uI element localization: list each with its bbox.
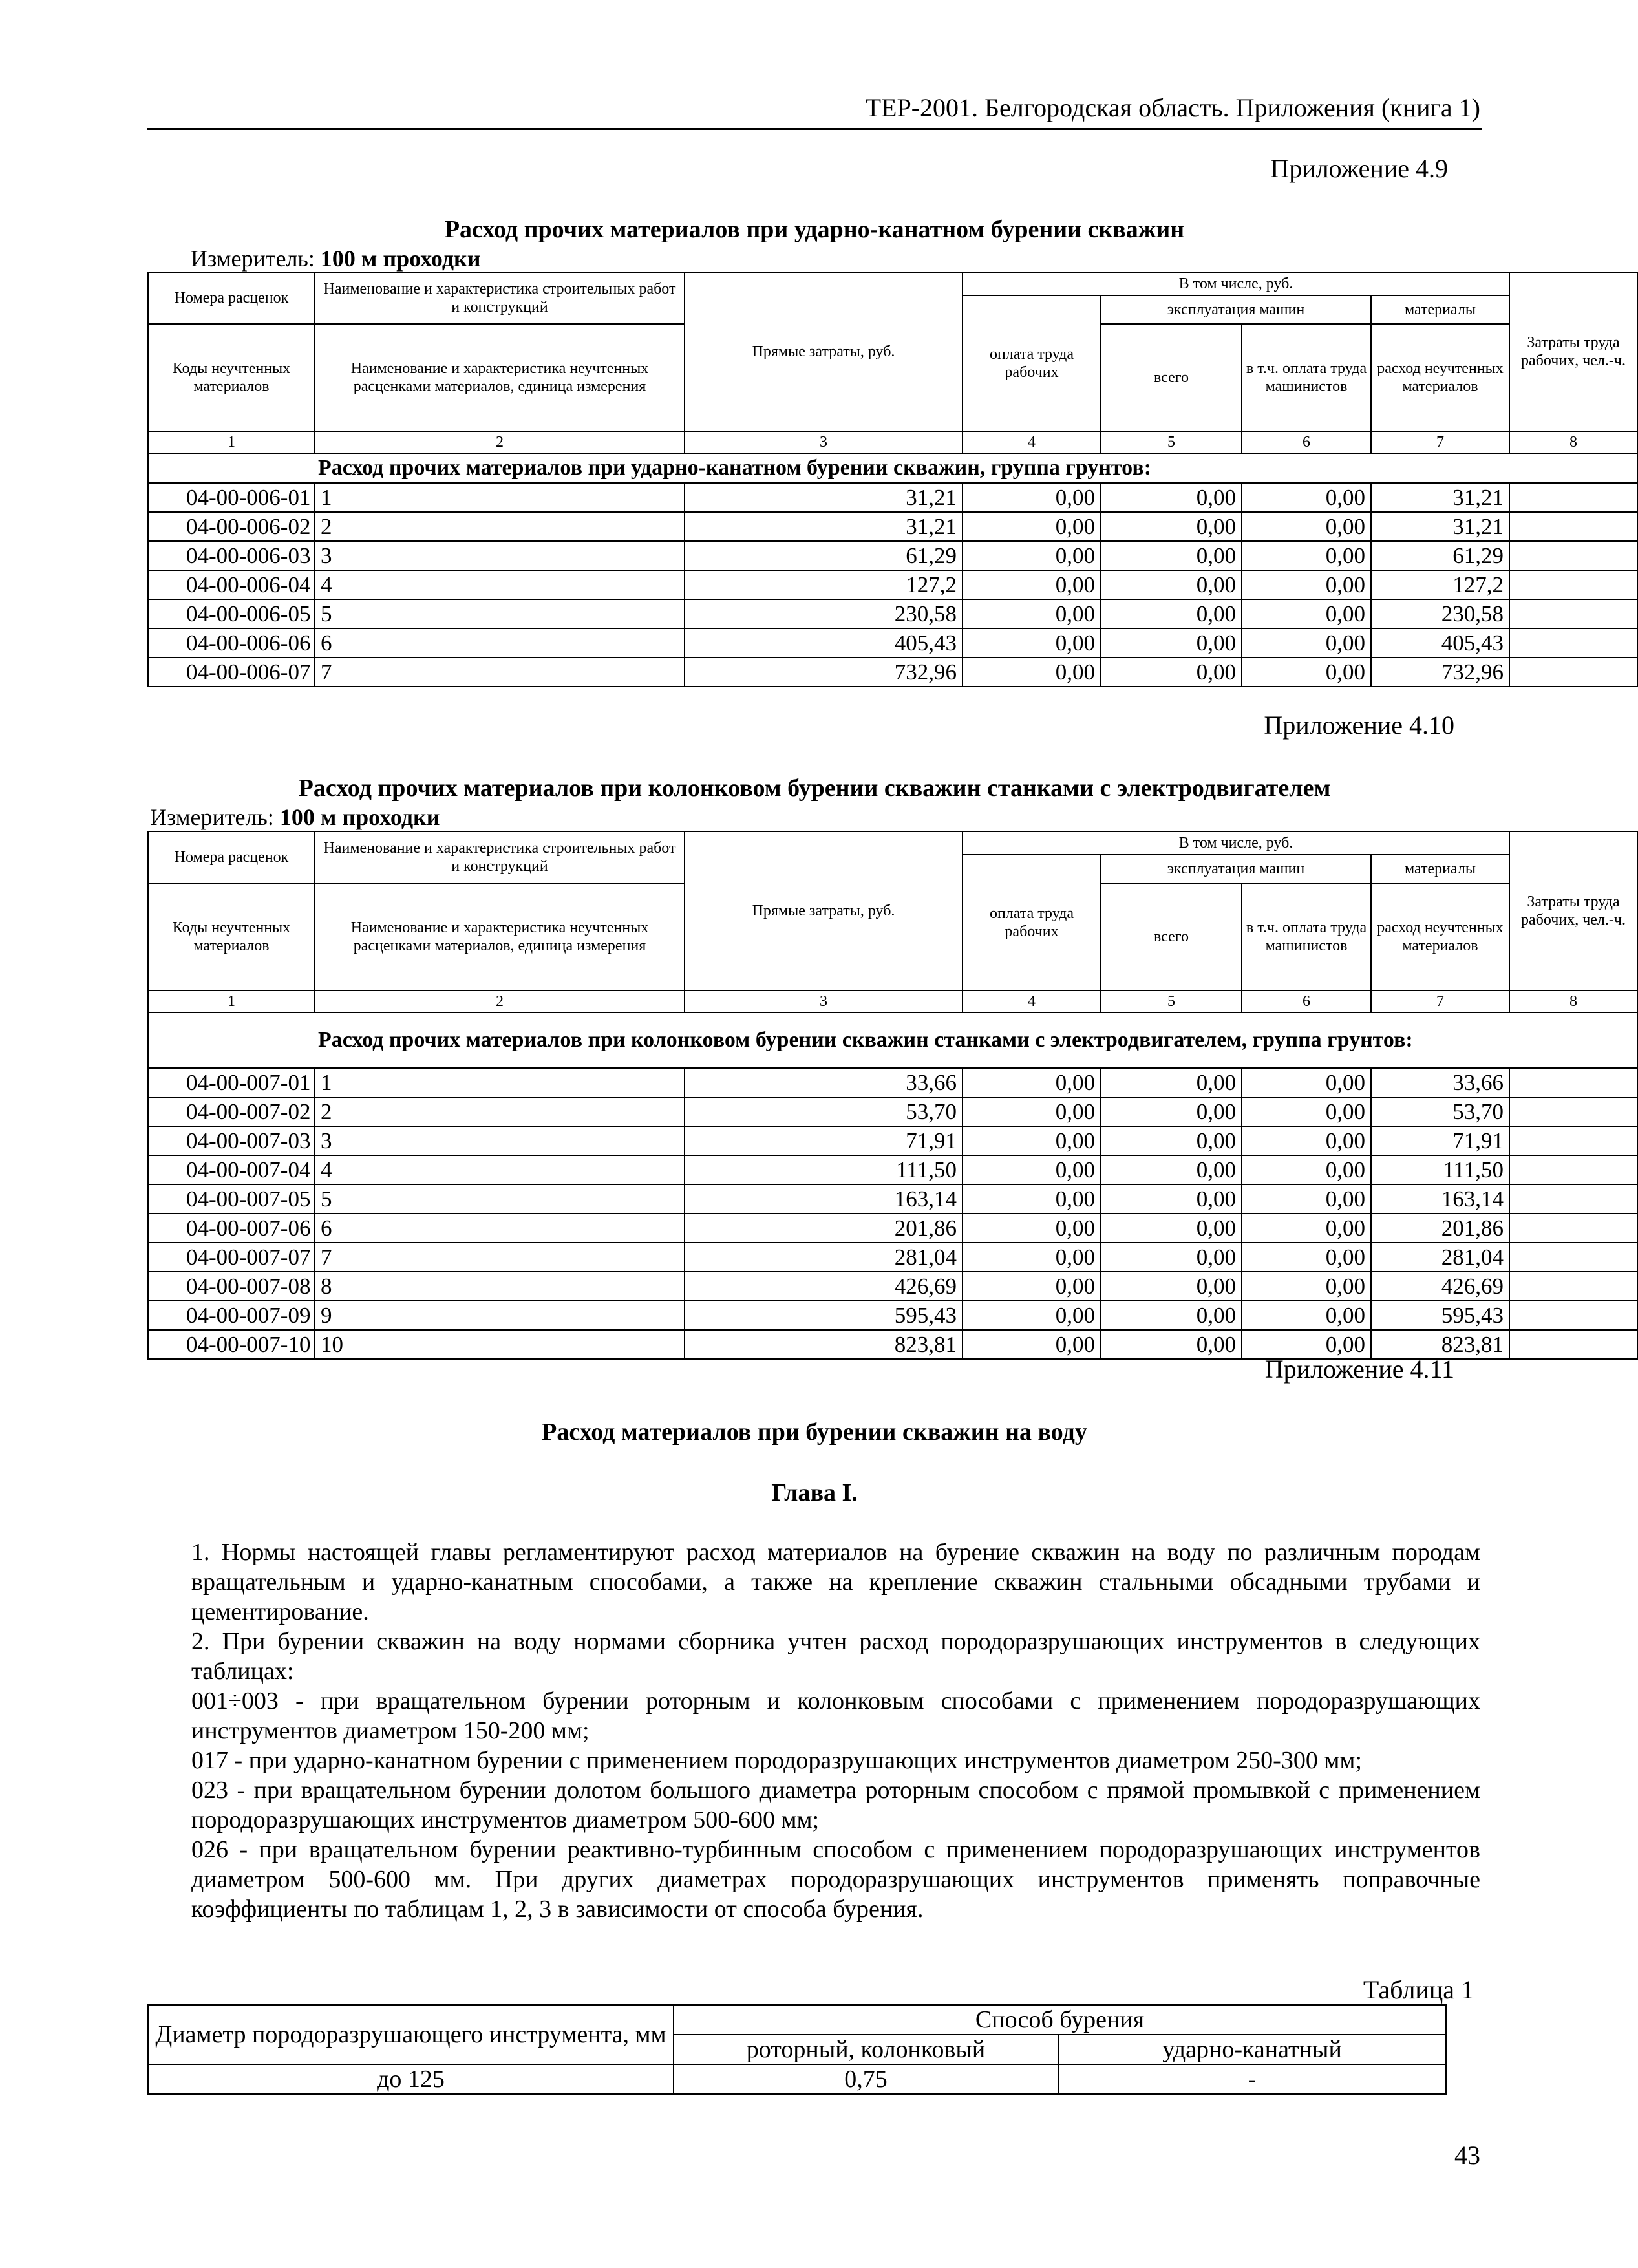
cell-code: 04-00-007-04	[148, 1155, 315, 1184]
cell-machines-total: 0,00	[1101, 1214, 1242, 1243]
cell-name: 1	[315, 483, 685, 512]
table-row	[148, 1214, 1637, 1243]
cell-code: 04-00-007-02	[148, 1097, 315, 1126]
cell-direct: 33,66	[685, 1068, 963, 1097]
table-row	[148, 1301, 1637, 1330]
cell-materials: 71,91	[1371, 1126, 1509, 1155]
header-machines-incl: в т.ч. оплата труда машинистов	[1242, 324, 1371, 431]
unit-label: Измеритель:	[191, 246, 315, 272]
cell-machines-total: 0,00	[1101, 483, 1242, 512]
cell-labor-cost	[1509, 1214, 1637, 1243]
cell-direct: 405,43	[685, 628, 963, 658]
table-row	[148, 1184, 1637, 1214]
header-incl: В том числе, руб.	[963, 831, 1509, 855]
group-title: Расход прочих материалов при колонковом бурении скважин станками с электродвигателем, группа грунтов:	[148, 1012, 1637, 1068]
cell-materials: 426,69	[1371, 1272, 1509, 1301]
cell-name: 6	[315, 628, 685, 658]
cell-labor-pay: 0,00	[963, 1301, 1101, 1330]
cell-machines-total: 0,00	[1101, 1184, 1242, 1214]
cell-labor-cost	[1509, 1301, 1637, 1330]
cell-labor-pay: 0,00	[963, 1243, 1101, 1272]
table1-col-percussion-header: ударно-канатный	[1058, 2035, 1446, 2064]
cell-direct: 111,50	[685, 1155, 963, 1184]
header-name-top: Наименование и характеристика строительных работ и конструкций	[315, 272, 685, 324]
cell-code: 04-00-006-01	[148, 483, 315, 512]
cell-labor-cost	[1509, 570, 1637, 599]
cell-machines-total: 0,00	[1101, 1155, 1242, 1184]
cell-code: 04-00-007-03	[148, 1126, 315, 1155]
col-number: 2	[315, 431, 685, 453]
header-direct: Прямые затраты, руб.	[685, 272, 963, 431]
header-machines: эксплуатация машин	[1101, 295, 1371, 324]
paragraph: 001÷003 - при вращательном бурении роторным и колонковым способами с применением породоразрушающих инструментов диаметром 150-200 мм;	[191, 1687, 1480, 1744]
cell-labor-cost	[1509, 628, 1637, 658]
cell-name: 10	[315, 1330, 685, 1359]
cell-machines-incl: 0,00	[1242, 512, 1371, 541]
header-machines-total: всего	[1101, 883, 1242, 990]
cell-direct: 31,21	[685, 483, 963, 512]
col-number: 6	[1242, 990, 1371, 1012]
header-machines-total: всего	[1101, 324, 1242, 431]
header-code-top: Номера расценок	[148, 272, 315, 324]
col-number: 3	[685, 990, 963, 1012]
cell-machines-total: 0,00	[1101, 1301, 1242, 1330]
table1-cell-rotary: 0,75	[674, 2064, 1058, 2094]
cell-materials: 163,14	[1371, 1184, 1509, 1214]
section2-unit	[150, 804, 440, 831]
cell-code: 04-00-007-06	[148, 1214, 315, 1243]
chapter-title: Глава I.	[771, 1479, 858, 1506]
cell-machines-incl: 0,00	[1242, 570, 1371, 599]
cell-materials: 53,70	[1371, 1097, 1509, 1126]
col-number: 6	[1242, 431, 1371, 453]
cell-direct: 230,58	[685, 599, 963, 628]
unit-value: 100 м проходки	[279, 804, 440, 830]
header-materials: материалы	[1371, 295, 1509, 324]
cell-labor-cost	[1509, 1243, 1637, 1272]
cell-machines-total: 0,00	[1101, 1272, 1242, 1301]
table-row	[148, 483, 1637, 512]
cell-direct: 61,29	[685, 541, 963, 570]
cell-labor-cost	[1509, 541, 1637, 570]
header-unaccounted: расход неучтенных материалов	[1371, 324, 1509, 431]
header-code-bottom: Коды неучтенных материалов	[148, 324, 315, 431]
cell-code: 04-00-007-07	[148, 1243, 315, 1272]
paragraph: 026 - при вращательном бурении реактивно-турбинным способом с применением породоразрушающих инструментов диаметром 500-600 мм. При других диаметрах породоразрушающих инструментов применять поправочные коэффициенты по таблицам 1, 2, 3 в зависимости от способа бурения.	[191, 1836, 1480, 1923]
cell-code: 04-00-007-01	[148, 1068, 315, 1097]
cell-labor-pay: 0,00	[963, 570, 1101, 599]
table-row	[148, 628, 1637, 658]
cell-machines-incl: 0,00	[1242, 1126, 1371, 1155]
cell-machines-total: 0,00	[1101, 599, 1242, 628]
table-row	[148, 599, 1637, 628]
section1-rows	[148, 483, 1637, 687]
cell-code: 04-00-006-04	[148, 570, 315, 599]
header-labor-cost: Затраты труда рабочих, чел.-ч.	[1509, 272, 1637, 431]
cell-labor-pay: 0,00	[963, 1068, 1101, 1097]
cell-labor-pay: 0,00	[963, 599, 1101, 628]
cell-labor-cost	[1509, 1330, 1637, 1359]
cell-machines-total: 0,00	[1101, 658, 1242, 687]
cell-materials: 732,96	[1371, 658, 1509, 687]
cell-materials: 281,04	[1371, 1243, 1509, 1272]
cell-labor-pay: 0,00	[963, 628, 1101, 658]
cell-machines-total: 0,00	[1101, 541, 1242, 570]
cell-name: 4	[315, 1155, 685, 1184]
cell-machines-total: 0,00	[1101, 512, 1242, 541]
col-number: 8	[1509, 431, 1637, 453]
table1	[147, 2004, 1447, 2095]
col-number: 4	[963, 990, 1101, 1012]
cell-direct: 71,91	[685, 1126, 963, 1155]
section2-rows	[148, 1068, 1637, 1359]
cell-machines-total: 0,00	[1101, 1126, 1242, 1155]
cell-labor-cost	[1509, 1272, 1637, 1301]
cell-labor-cost	[1509, 599, 1637, 628]
table-row	[148, 1155, 1637, 1184]
table1-method-header: Способ бурения	[674, 2005, 1446, 2035]
cell-labor-cost	[1509, 1155, 1637, 1184]
cell-name: 8	[315, 1272, 685, 1301]
cell-machines-total: 0,00	[1101, 628, 1242, 658]
cell-name: 3	[315, 1126, 685, 1155]
cell-machines-incl: 0,00	[1242, 1184, 1371, 1214]
header-unaccounted: расход неучтенных материалов	[1371, 883, 1509, 990]
table-row	[148, 541, 1637, 570]
cell-code: 04-00-007-09	[148, 1301, 315, 1330]
table-row	[148, 1068, 1637, 1097]
cell-materials: 31,21	[1371, 483, 1509, 512]
cell-labor-cost	[1509, 1184, 1637, 1214]
cell-machines-incl: 0,00	[1242, 1272, 1371, 1301]
table1-col-diameter-header: Диаметр породоразрушающего инструмента, мм	[148, 2005, 674, 2064]
cell-machines-incl: 0,00	[1242, 1243, 1371, 1272]
cell-labor-cost	[1509, 658, 1637, 687]
header-rule	[147, 128, 1482, 130]
table-row	[148, 570, 1637, 599]
col-number: 1	[148, 431, 315, 453]
cell-labor-cost	[1509, 483, 1637, 512]
cell-labor-pay: 0,00	[963, 1184, 1101, 1214]
section2-table	[147, 831, 1638, 1360]
section1-table	[147, 272, 1638, 687]
cell-code: 04-00-007-08	[148, 1272, 315, 1301]
cell-labor-pay: 0,00	[963, 658, 1101, 687]
cell-machines-incl: 0,00	[1242, 1214, 1371, 1243]
cell-direct: 426,69	[685, 1272, 963, 1301]
header-incl: В том числе, руб.	[963, 272, 1509, 295]
col-number: 2	[315, 990, 685, 1012]
col-number: 3	[685, 431, 963, 453]
cell-direct: 823,81	[685, 1330, 963, 1359]
table1-cell-diameter: до 125	[148, 2064, 674, 2094]
cell-name: 3	[315, 541, 685, 570]
cell-machines-incl: 0,00	[1242, 1155, 1371, 1184]
cell-code: 04-00-007-10	[148, 1330, 315, 1359]
cell-direct: 53,70	[685, 1097, 963, 1126]
body-text	[147, 1537, 1480, 1924]
table-row	[148, 1272, 1637, 1301]
cell-name: 2	[315, 512, 685, 541]
section1-unit	[191, 245, 481, 272]
cell-labor-pay: 0,00	[963, 1330, 1101, 1359]
cell-direct: 732,96	[685, 658, 963, 687]
unit-label: Измеритель:	[150, 804, 274, 830]
col-number: 8	[1509, 990, 1637, 1012]
cell-materials: 823,81	[1371, 1330, 1509, 1359]
header-name-bottom: Наименование и характеристика неучтенных расценками материалов, единица измерения	[315, 324, 685, 431]
cell-direct: 127,2	[685, 570, 963, 599]
paragraph: 017 - при ударно-канатном бурении с применением породоразрушающих инструментов диаметром 250-300 мм;	[191, 1747, 1362, 1774]
cell-name: 4	[315, 570, 685, 599]
header-labor-cost: Затраты труда рабочих, чел.-ч.	[1509, 831, 1637, 990]
cell-materials: 111,50	[1371, 1155, 1509, 1184]
cell-direct: 201,86	[685, 1214, 963, 1243]
header-code-bottom: Коды неучтенных материалов	[148, 883, 315, 990]
cell-code: 04-00-006-07	[148, 658, 315, 687]
col-number: 5	[1101, 990, 1242, 1012]
cell-direct: 31,21	[685, 512, 963, 541]
cell-machines-incl: 0,00	[1242, 1097, 1371, 1126]
cell-code: 04-00-006-02	[148, 512, 315, 541]
cell-machines-incl: 0,00	[1242, 1068, 1371, 1097]
cell-name: 6	[315, 1214, 685, 1243]
table-row	[148, 512, 1637, 541]
cell-materials: 61,29	[1371, 541, 1509, 570]
cell-labor-pay: 0,00	[963, 1097, 1101, 1126]
cell-labor-pay: 0,00	[963, 1214, 1101, 1243]
appendix-label-4-9: Приложение 4.9	[1270, 154, 1448, 183]
cell-name: 5	[315, 599, 685, 628]
section3-title: Расход материалов при бурении скважин на воду	[542, 1418, 1087, 1446]
cell-direct: 281,04	[685, 1243, 963, 1272]
cell-labor-pay: 0,00	[963, 1272, 1101, 1301]
header-name-bottom: Наименование и характеристика неучтенных расценками материалов, единица измерения	[315, 883, 685, 990]
header-machines: эксплуатация машин	[1101, 855, 1371, 883]
header-code-top: Номера расценок	[148, 831, 315, 883]
header-machines-incl: в т.ч. оплата труда машинистов	[1242, 883, 1371, 990]
cell-machines-incl: 0,00	[1242, 658, 1371, 687]
paragraph: 1. Нормы настоящей главы регламентируют расход материалов на бурение скважин на воду по различным породам вращательным и ударно-канатным способами, а также на крепление скважин стальными обсадными трубами и цементирование.	[191, 1539, 1480, 1625]
header-direct: Прямые затраты, руб.	[685, 831, 963, 990]
cell-code: 04-00-006-06	[148, 628, 315, 658]
cell-labor-cost	[1509, 1068, 1637, 1097]
cell-machines-incl: 0,00	[1242, 628, 1371, 658]
header-name-top: Наименование и характеристика строительных работ и конструкций	[315, 831, 685, 883]
cell-name: 2	[315, 1097, 685, 1126]
cell-machines-incl: 0,00	[1242, 1330, 1371, 1359]
cell-name: 1	[315, 1068, 685, 1097]
section2-title: Расход прочих материалов при колонковом бурении скважин станками с электродвигателем	[298, 775, 1331, 802]
cell-labor-pay: 0,00	[963, 1155, 1101, 1184]
appendix-label-4-11: Приложение 4.11	[1264, 1354, 1454, 1384]
cell-labor-pay: 0,00	[963, 512, 1101, 541]
cell-materials: 127,2	[1371, 570, 1509, 599]
col-number: 1	[148, 990, 315, 1012]
cell-code: 04-00-007-05	[148, 1184, 315, 1214]
cell-name: 7	[315, 658, 685, 687]
running-header: ТЕР-2001. Белгородская область. Приложения (книга 1)	[865, 93, 1480, 122]
cell-machines-total: 0,00	[1101, 570, 1242, 599]
table-row	[148, 658, 1637, 687]
cell-materials: 595,43	[1371, 1301, 1509, 1330]
cell-labor-pay: 0,00	[963, 1126, 1101, 1155]
cell-machines-total: 0,00	[1101, 1330, 1242, 1359]
header-materials: материалы	[1371, 855, 1509, 883]
col-number: 4	[963, 431, 1101, 453]
cell-code: 04-00-006-03	[148, 541, 315, 570]
table1-col-rotary-header: роторный, колонковый	[674, 2035, 1058, 2064]
paragraph: 2. При бурении скважин на воду нормами сборника учтен расход породоразрушающих инструментов в следующих таблицах:	[191, 1628, 1480, 1685]
cell-direct: 595,43	[685, 1301, 963, 1330]
cell-direct: 163,14	[685, 1184, 963, 1214]
cell-labor-cost	[1509, 512, 1637, 541]
cell-materials: 33,66	[1371, 1068, 1509, 1097]
cell-materials: 201,86	[1371, 1214, 1509, 1243]
paragraph: 023 - при вращательном бурении долотом большого диаметра роторным способом с прямой промывкой с применением породоразрушающих инструментов диаметром 500-600 мм;	[191, 1777, 1480, 1834]
cell-machines-total: 0,00	[1101, 1243, 1242, 1272]
section1-title: Расход прочих материалов при ударно-канатном бурении скважин	[444, 216, 1185, 243]
cell-machines-incl: 0,00	[1242, 541, 1371, 570]
cell-name: 9	[315, 1301, 685, 1330]
col-number: 7	[1371, 431, 1509, 453]
cell-materials: 230,58	[1371, 599, 1509, 628]
cell-name: 7	[315, 1243, 685, 1272]
cell-labor-pay: 0,00	[963, 483, 1101, 512]
unit-value: 100 м проходки	[320, 246, 481, 272]
table1-label: Таблица 1	[1363, 1975, 1474, 2004]
group-title: Расход прочих материалов при ударно-канатном бурении скважин, группа грунтов:	[148, 453, 1637, 483]
table-row	[148, 1097, 1637, 1126]
cell-materials: 31,21	[1371, 512, 1509, 541]
cell-machines-incl: 0,00	[1242, 1301, 1371, 1330]
cell-name: 5	[315, 1184, 685, 1214]
cell-labor-cost	[1509, 1097, 1637, 1126]
appendix-label-4-10: Приложение 4.10	[1264, 711, 1454, 740]
cell-machines-total: 0,00	[1101, 1097, 1242, 1126]
cell-materials: 405,43	[1371, 628, 1509, 658]
header-labor-pay: оплата труда рабочих	[963, 855, 1101, 990]
cell-machines-total: 0,00	[1101, 1068, 1242, 1097]
cell-code: 04-00-006-05	[148, 599, 315, 628]
table1-cell-percussion: -	[1058, 2064, 1446, 2094]
cell-machines-incl: 0,00	[1242, 483, 1371, 512]
header-labor-pay: оплата труда рабочих	[963, 295, 1101, 431]
table-row	[148, 1243, 1637, 1272]
table-row	[148, 1126, 1637, 1155]
col-number: 7	[1371, 990, 1509, 1012]
page-number: 43	[1454, 2141, 1480, 2170]
cell-machines-incl: 0,00	[1242, 599, 1371, 628]
cell-labor-pay: 0,00	[963, 541, 1101, 570]
col-number: 5	[1101, 431, 1242, 453]
cell-labor-cost	[1509, 1126, 1637, 1155]
